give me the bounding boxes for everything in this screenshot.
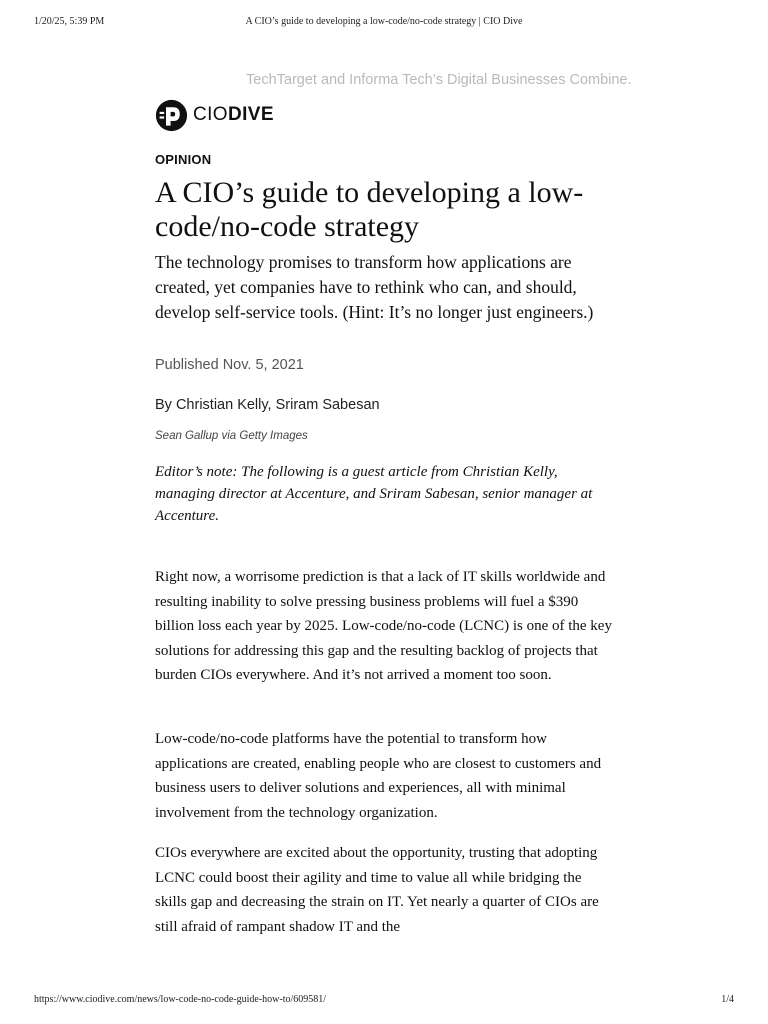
ciodive-logo-mark-icon [155,99,188,132]
announcement-banner[interactable]: TechTarget and Informa Tech’s Digital Businesses Combine. [246,72,632,88]
article-paragraph: Low-code/no-code platforms have the potential to transform how applications are created, enabling people who are closest to customers and business users to deliver solutions and experiences, all with minimal involvement from the technology organization. [155,731,602,821]
article-paragraph: CIOs everywhere are excited about the opportunity, trusting that adopting LCNC could boost their agility and time to value all while bridging the skills gap and decreasing the strain on IT. Yet nearly a quarter of CIOs are still afraid of rampant shadow IT and the [155,845,599,935]
article-headline: A CIO’s guide to developing a low-code/no-code strategy [155,176,584,243]
print-page-number: 1/4 [721,994,734,1005]
logo-text-cio: CIO [193,104,228,125]
published-date: Published Nov. 5, 2021 [155,357,304,373]
ciodive-logo[interactable] [155,98,274,132]
article-dek: The technology promises to transform how applications are created, yet companies have to rethink who can, and should, develop self-service tools. (Hint: It’s no longer just engineers.) [155,252,594,322]
print-datetime: 1/20/25, 5:39 PM [34,16,105,27]
article-category[interactable]: OPINION [155,152,212,167]
logo-text-dive: DIVE [227,104,274,125]
editor-note: Editor’s note: The following is a guest article from Christian Kelly, managing director at Accenture, and Sriram Sabesan, senior manager at Accenture. [155,464,593,524]
article-paragraph: Right now, a worrisome prediction is that a lack of IT skills worldwide and resulting inability to solve pressing business problems will fuel a $390 billion loss each year by 2025. Low-code/no-code (LCNC) is one of the key solutions for addressing this gap and the resulting backlog of projects that burden CIOs everywhere. And it’s not arrived a moment too soon. [155,569,612,684]
article-byline: By Christian Kelly, Sriram Sabesan [155,397,380,413]
print-url: https://www.ciodive.com/news/low-code-no-code-guide-how-to/609581/ [34,994,327,1005]
image-credit: Sean Gallup via Getty Images [155,430,308,442]
logo-wordmark [193,104,274,126]
print-page-title: A CIO’s guide to developing a low-code/no-code strategy | CIO Dive [245,16,523,27]
